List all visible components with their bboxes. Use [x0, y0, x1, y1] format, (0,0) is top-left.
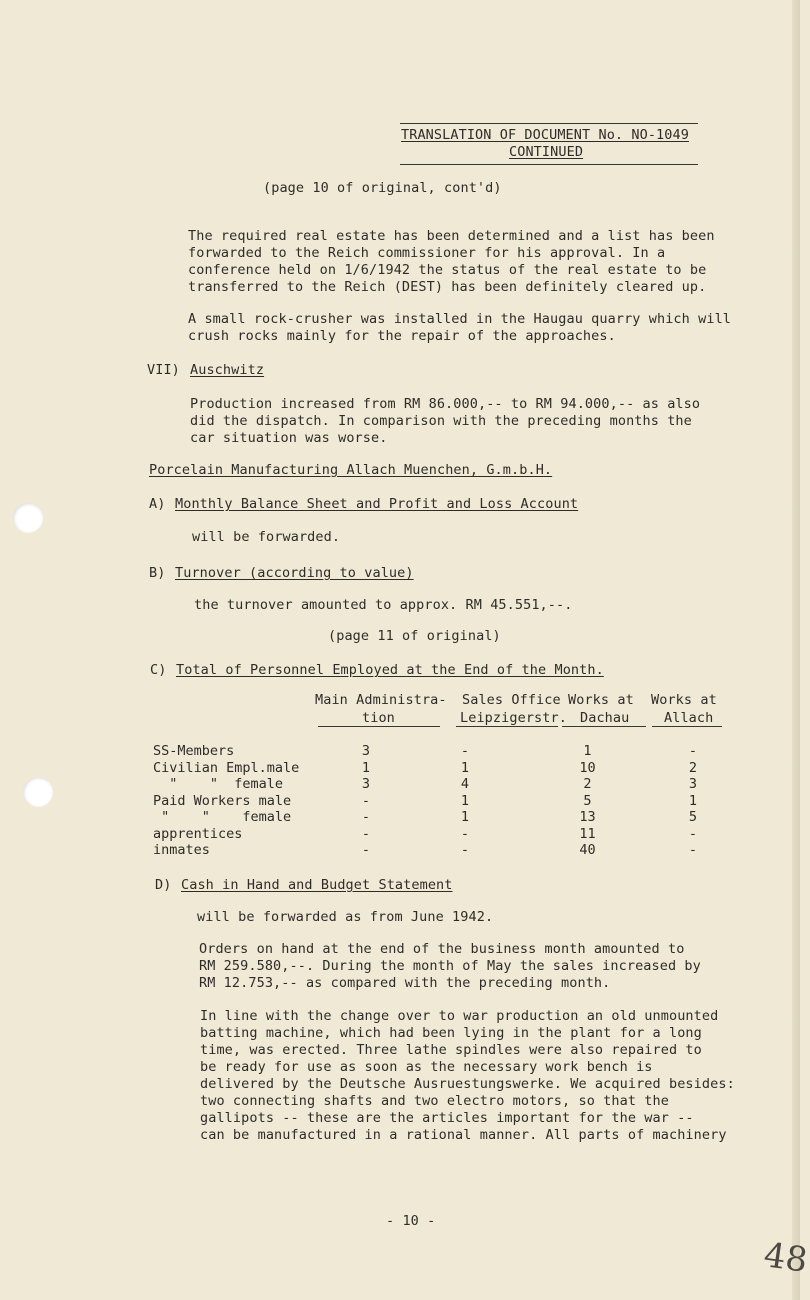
- section-title: Monthly Balance Sheet and Profit and Loss Account: [175, 496, 579, 512]
- table-cell: -: [361, 792, 371, 809]
- header-underline: [318, 726, 440, 727]
- handwritten-mark: 48: [761, 1235, 810, 1281]
- text-line: forwarded to the Reich commissioner for his approval. In a: [188, 245, 666, 261]
- table-cell: -: [361, 842, 371, 858]
- column-header: Dachau: [580, 710, 630, 726]
- column-header: tion: [362, 710, 395, 726]
- table-row: [153, 793, 745, 810]
- column-header: Works at: [568, 692, 634, 708]
- page-edge: [792, 0, 800, 1300]
- table-cell: 3: [688, 776, 698, 792]
- row-label: " " female: [153, 809, 292, 825]
- section-title: Cash in Hand and Budget Statement: [181, 877, 453, 893]
- section-title: Turnover (according to value): [175, 565, 414, 581]
- table-row: [153, 743, 745, 760]
- table-cell: 11: [579, 825, 596, 842]
- personnel-table: [153, 743, 745, 859]
- header-underline: [456, 726, 558, 727]
- table-cell: 2: [583, 776, 592, 792]
- text-line: conference held on 1/6/1942 the status of the real estate to be: [188, 262, 707, 278]
- page-number: - 10 -: [386, 1213, 436, 1229]
- section-label: B): [149, 565, 166, 581]
- table-cell: 1: [583, 743, 592, 759]
- section-label: D): [155, 877, 172, 893]
- text-line: can be manufactured in a rational manner. All parts of machinery: [200, 1127, 727, 1143]
- column-header: Main Administra-: [315, 692, 447, 708]
- table-row: [153, 809, 745, 826]
- text-line: In line with the change over to war production an old unmounted: [200, 1008, 719, 1024]
- table-cell: 2: [688, 759, 698, 776]
- table-cell: 40: [579, 842, 596, 858]
- text-line: transferred to the Reich (DEST) has been definitely cleared up.: [188, 279, 707, 295]
- table-row: [153, 776, 745, 793]
- section-number: VII): [147, 362, 180, 378]
- text-line: crush rocks mainly for the repair of the approaches.: [188, 328, 616, 344]
- text-line: car situation was worse.: [190, 430, 388, 446]
- punch-hole: [23, 777, 53, 807]
- text-line: batting machine, which had been lying in the plant for a long: [200, 1025, 702, 1041]
- table-cell: -: [688, 743, 698, 759]
- column-header: Works at: [651, 692, 717, 708]
- text-line: A small rock-crusher was installed in the Haugau quarry which will: [188, 311, 732, 327]
- text-line: will be forwarded as from June 1942.: [197, 909, 494, 925]
- table-cell: 10: [579, 759, 596, 776]
- table-cell: -: [460, 825, 470, 842]
- text-line: the turnover amounted to approx. RM 45.551,--.: [194, 597, 573, 613]
- table-cell: 1: [460, 792, 470, 809]
- table-cell: 1: [361, 759, 371, 776]
- table-cell: 1: [460, 759, 470, 776]
- text-line: time, was erected. Three lathe spindles were also repaired to: [200, 1042, 702, 1058]
- header-top-rule: [400, 123, 698, 124]
- text-line: The required real estate has been determined and a list has been: [188, 228, 715, 244]
- text-line: Production increased from RM 86.000,-- to RM 94.000,-- as also: [190, 396, 701, 412]
- header-bottom-rule: [400, 164, 698, 165]
- text-line: be ready for use as soon as the necessary work bench is: [200, 1059, 653, 1075]
- table-cell: 13: [579, 809, 596, 825]
- row-label: inmates: [153, 842, 210, 858]
- column-header: Sales Office: [462, 692, 561, 708]
- company-heading: Porcelain Manufacturing Allach Muenchen, G.m.b.H.: [149, 462, 553, 478]
- table-cell: 3: [361, 776, 371, 792]
- header-underline: [562, 726, 646, 727]
- row-label: SS-Members: [153, 743, 235, 759]
- row-label: Civilian Empl.male: [153, 759, 300, 776]
- table-cell: -: [460, 842, 470, 858]
- column-header: Allach: [664, 710, 714, 726]
- table-cell: -: [688, 842, 698, 858]
- table-cell: -: [361, 809, 371, 825]
- row-label: Paid Workers male: [153, 792, 292, 809]
- text-line: did the dispatch. In comparison with the preceding months the: [190, 413, 692, 429]
- table-cell: -: [688, 825, 698, 842]
- section-title: Total of Personnel Employed at the End of the Month.: [176, 662, 604, 678]
- row-label: " " female: [153, 776, 284, 792]
- punch-hole: [13, 503, 43, 533]
- table-row: [153, 760, 745, 777]
- table-cell: -: [361, 825, 371, 842]
- table-cell: 5: [583, 792, 592, 809]
- table-cell: 5: [688, 809, 698, 825]
- table-cell: 4: [460, 776, 470, 792]
- page-reference: (page 10 of original, cont'd): [263, 180, 502, 196]
- text-line: RM 259.580,--. During the month of May the sales increased by: [199, 958, 701, 974]
- text-line: Orders on hand at the end of the business month amounted to: [199, 941, 685, 957]
- table-cell: 1: [460, 809, 470, 825]
- table-cell: -: [460, 743, 470, 759]
- text-line: gallipots -- these are the articles important for the war --: [200, 1110, 694, 1126]
- section-label: C): [150, 662, 167, 678]
- header-continued: CONTINUED: [509, 144, 584, 160]
- table-row: [153, 842, 745, 859]
- text-line: will be forwarded.: [192, 529, 341, 545]
- table-cell: 1: [688, 792, 698, 809]
- table-cell: 3: [361, 743, 371, 759]
- text-line: delivered by the Deutsche Ausruestungswerke. We acquired besides:: [200, 1076, 735, 1092]
- section-label: A): [149, 496, 166, 512]
- header-underline: [652, 726, 722, 727]
- row-label: apprentices: [153, 825, 243, 842]
- text-line: two connecting shafts and two electro motors, so that the: [200, 1093, 669, 1109]
- header-title: TRANSLATION OF DOCUMENT No. NO-1049: [401, 127, 689, 143]
- table-row: [153, 826, 745, 843]
- page-reference: (page 11 of original): [328, 628, 501, 644]
- section-title: Auschwitz: [190, 362, 265, 378]
- column-header: Leipzigerstr.: [460, 710, 567, 726]
- text-line: RM 12.753,-- as compared with the preceding month.: [199, 975, 611, 991]
